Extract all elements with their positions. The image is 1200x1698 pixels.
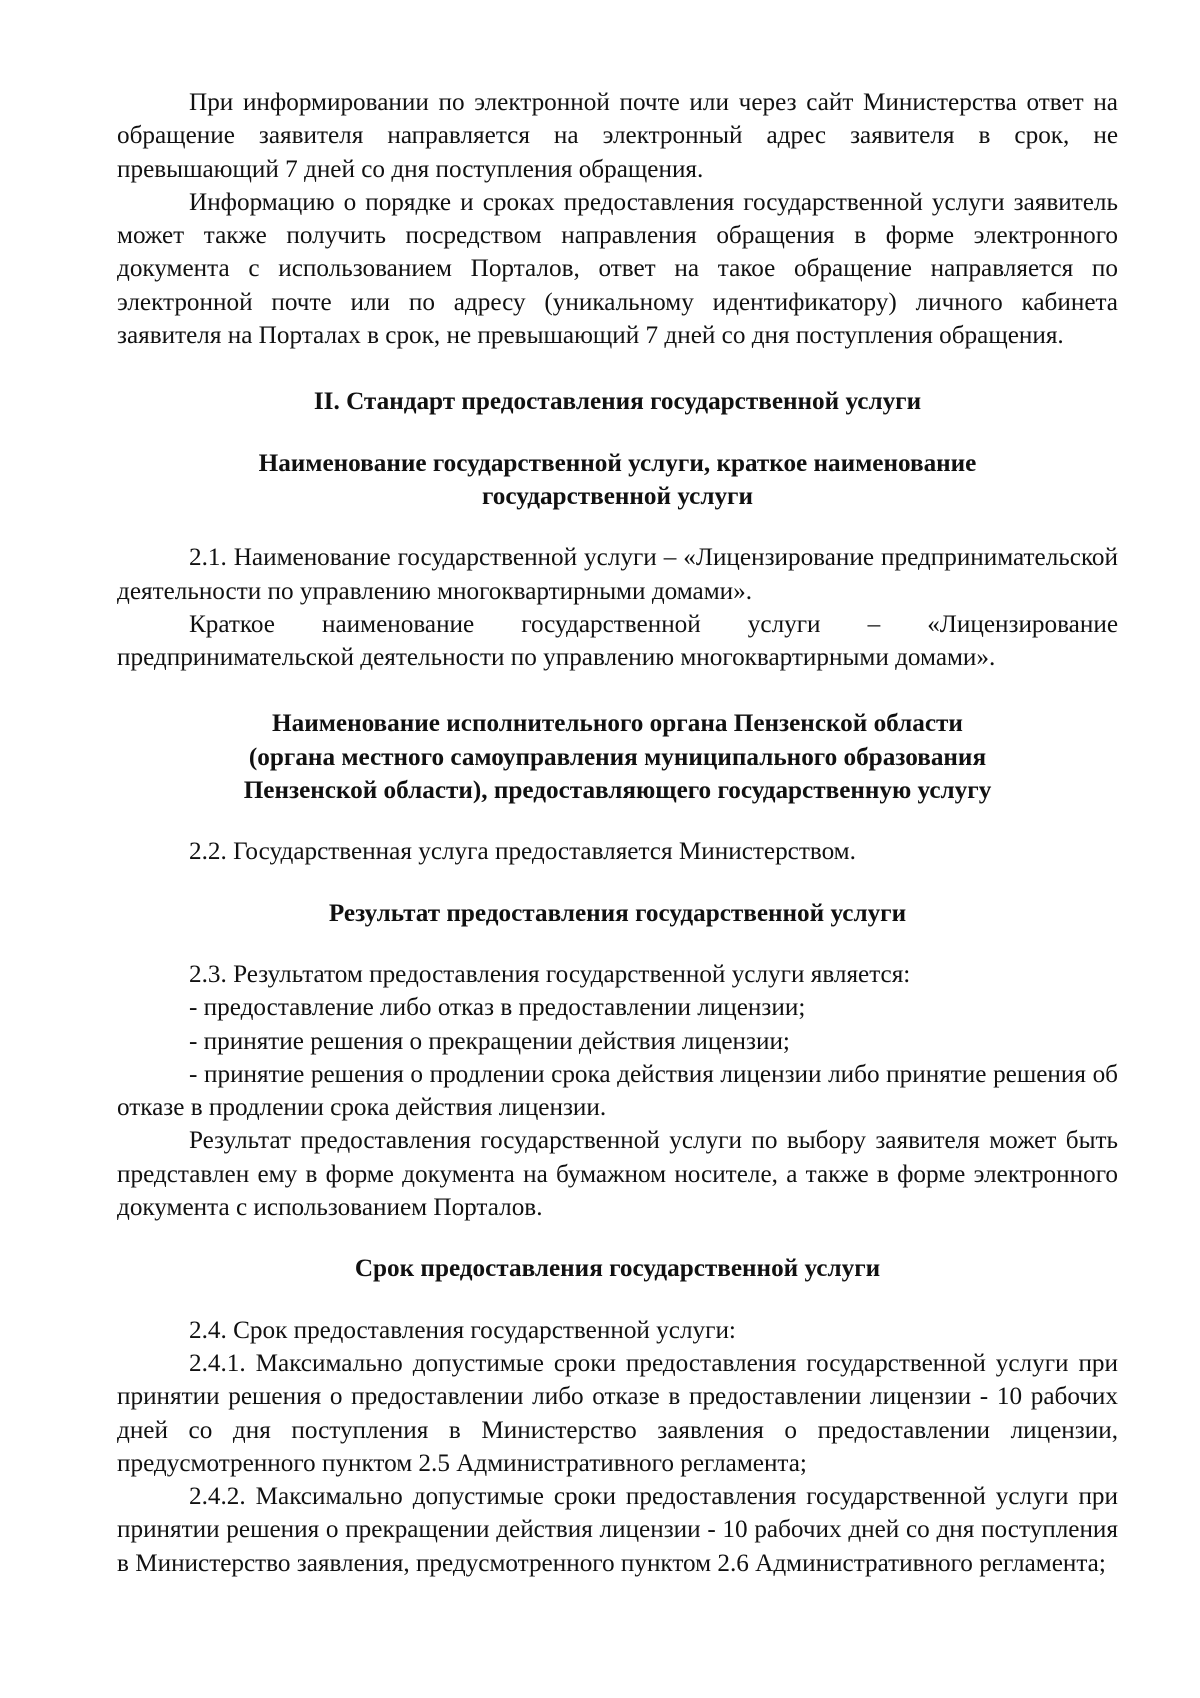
spacer [117,869,1118,897]
spacer [117,352,1118,385]
heading-service-name [117,447,1118,514]
spacer [117,674,1118,707]
paragraph-result-form: Результат предоставления государственной услуги по выбору заявителя может быть представлен ему в форме документа на бумажном носителе, а также в форме электронного документа с использованием Порталов. [117,1127,1118,1222]
list-item: - принятие решения о прекращении действия лицензии; [189,1027,790,1055]
intro-paragraph-portals: Информацию о порядке и сроках предоставления государственной услуги заявитель может также получить посредством направления обращения в форме электронного документа с использованием Порталов, ответ на такое обращение направляется по электронной почте или по адресу (уникальному идентификатору) личного кабинета заявителя на Порталах в срок, не превышающий 7 дней со дня поступления обращения. [117,188,1118,350]
document-body [117,86,1118,1580]
spacer [117,930,1118,958]
spacer [117,1224,1118,1252]
heading-line: Пензенской области), предоставляющего государственную услугу [243,777,992,805]
heading-term: Срок предоставления государственной услуги [354,1255,881,1283]
heading-line: Наименование государственной услуги, краткое наименование [258,449,977,477]
intro-paragraph-email: При информировании по электронной почте или через сайт Министерства ответ на обращение заявителя направляется на электронный адрес заявителя в срок, не превышающий 7 дней со дня поступления обращения. [117,89,1118,183]
paragraph-2-4-1: 2.4.1. Максимально допустимые сроки предоставления государственной услуги при принятии решения о предоставлении либо отказе в предоставлении лицензии - 10 рабочих дней со дня поступления в Министерство заявления о предоставлении лицензии, предусмотренного пунктом 2.5 Административного регламента; [117,1349,1118,1477]
paragraph-short-name: Краткое наименование государственной услуги – «Лицензирование предпринимательской деятельности по управлению многоквартирными домами». [117,610,1118,672]
paragraph-2-4: 2.4. Срок предоставления государственной услуги: [189,1316,736,1344]
paragraph-2-4-2: 2.4.2. Максимально допустимые сроки предоставления государственной услуги при принятии решения о прекращении действия лицензии - 10 рабочих дней со дня поступления в Министерство заявления, предусмотренного пунктом 2.6 Административного регламента; [117,1483,1118,1577]
list-item: - принятие решения о продлении срока действия лицензии либо принятие решения об отказе в продлении срока действия лицензии. [117,1060,1118,1122]
heading-line: Наименование исполнительного органа Пензенской области [272,710,963,738]
section-title: II. Стандарт предоставления государственной услуги [313,388,922,416]
heading-line: (органа местного самоуправления муниципального образования [248,743,987,771]
paragraph-2-1: 2.1. Наименование государственной услуги – «Лицензирование предпринимательской деятельности по управлению многоквартирными домами». [117,544,1118,605]
heading-result: Результат предоставления государственной услуги [328,899,907,927]
spacer [117,419,1118,447]
spacer [117,807,1118,835]
heading-line: государственной услуги [481,482,754,510]
paragraph-2-3: 2.3. Результатом предоставления государственной услуги является: [189,960,911,988]
spacer [117,1286,1118,1314]
paragraph-2-2: 2.2. Государственная услуга предоставляется Министерством. [189,838,856,866]
list-item: - предоставление либо отказ в предоставлении лицензии; [189,994,806,1022]
heading-authority [117,707,1118,807]
spacer [117,513,1118,541]
